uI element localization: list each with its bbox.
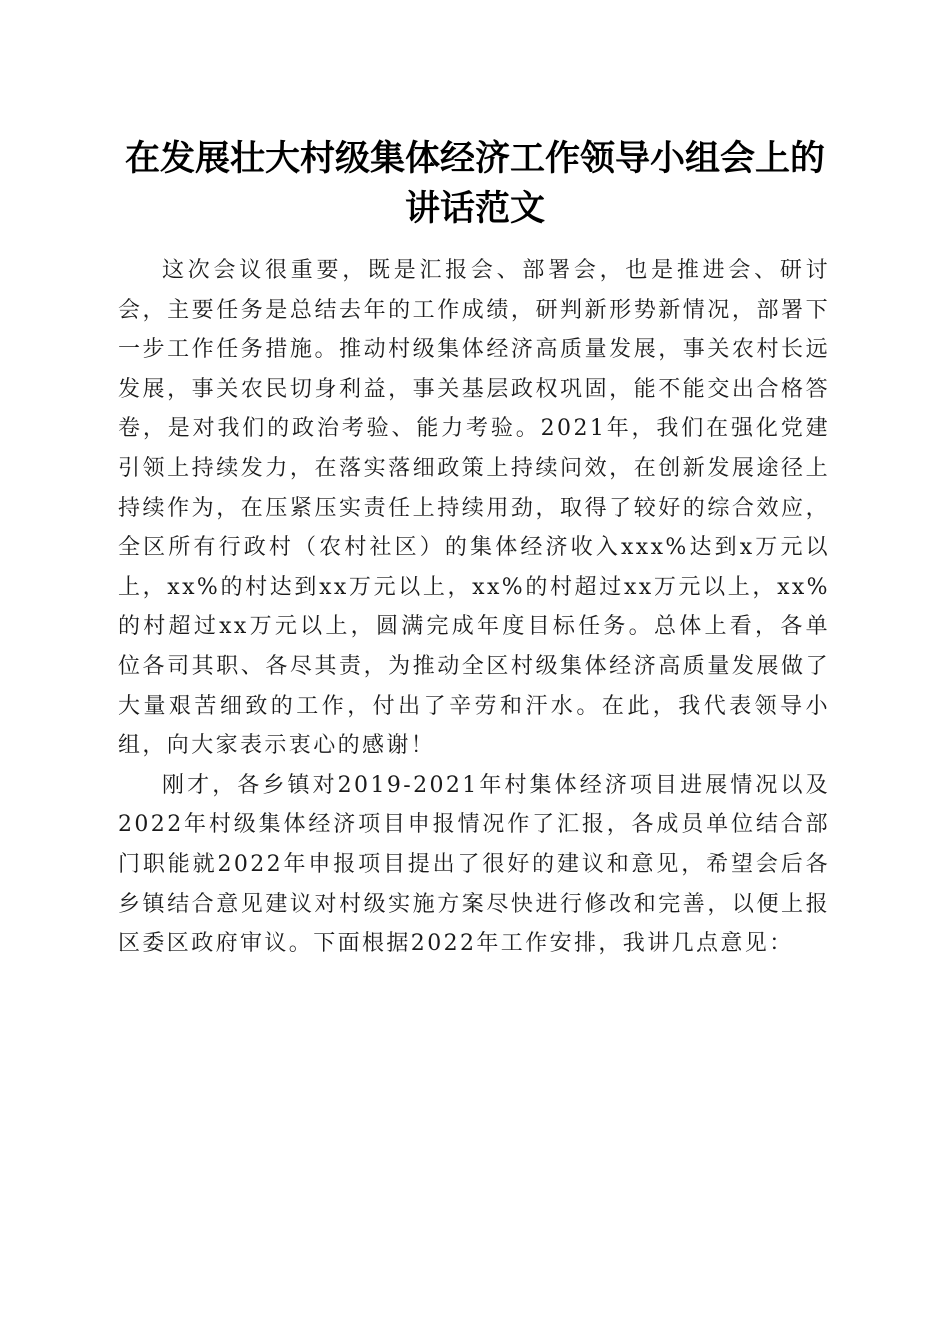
- paragraph-2: 刚才，各乡镇对2019-2021年村集体经济项目进展情况以及2022年村级集体经济项目申报情况作了汇报，各成员单位结合部门职能就2022年申报项目提出了很好的建议和意见，希望会后各乡镇结合意见建议对村级实施方案尽快进行修改和完善，以便上报区委区政府审议。下面根据2022年工作安排，我讲几点意见：: [118, 772, 830, 957]
- document-title-line-2: 讲话范文: [404, 188, 545, 229]
- paragraph-1: 这次会议很重要，既是汇报会、部署会，也是推进会、研讨会，主要任务是总结去年的工作成绩，研判新形势新情况，部署下一步工作任务措施。推动村级集体经济高质量发展，事关农村长远发展，事关农民切身利益，事关基层政权巩固，能不能交出合格答卷，是对我们的政治考验、能力考验。2021年，我们在强化党建引领上持续发力，在落实落细政策上持续问效，在创新发展途径上持续作为，在压紧压实责任上持续用劲，取得了较好的综合效应，全区所有行政村（农村社区）的集体经济收入xxx%达到x万元以上，xx%的村达到xx万元以上，xx%的村超过xx万元以上，xx%的村超过xx万元以上，圆满完成年度目标任务。总体上看，各单位各司其职、各尽其责，为推动全区村级集体经济高质量发展做了大量艰苦细致的工作，付出了辛劳和汗水。在此，我代表领导小组，向大家表示衷心的感谢！: [118, 258, 830, 759]
- document-title: [100, 134, 850, 234]
- document-body: [118, 251, 830, 964]
- document-title-line-1: 在发展壮大村级集体经济工作领导小组会上的: [124, 138, 825, 179]
